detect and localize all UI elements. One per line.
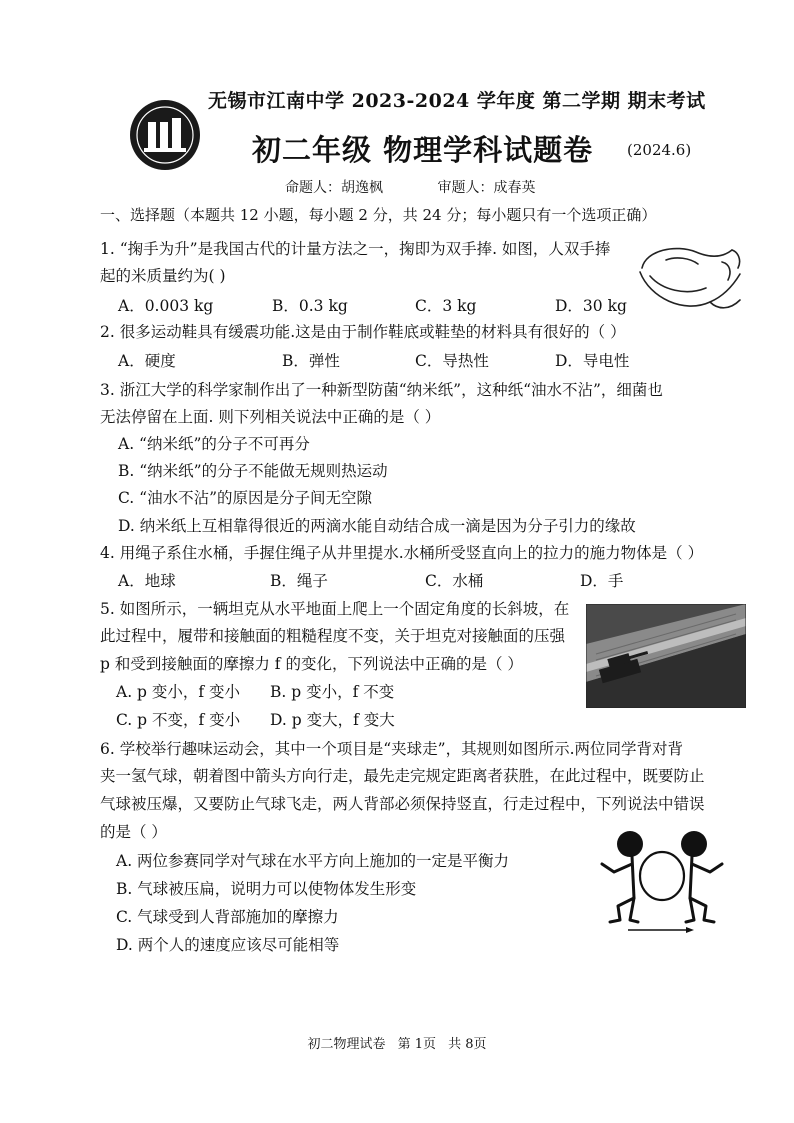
- option-b: B. p 变小，f 不变: [270, 683, 395, 701]
- option-c: C．3 kg: [415, 297, 477, 315]
- question-line: 无法停留在上面. 则下列相关说法中正确的是（ ）: [100, 408, 441, 426]
- footer-subject: 初二物理试卷: [307, 1037, 386, 1052]
- cupped-hands-figure: [636, 238, 746, 318]
- page-footer: [0, 1033, 794, 1052]
- option-b: B. “纳米纸”的分子不能做无规则热运动: [118, 462, 388, 480]
- option-a: A．地球: [118, 572, 176, 590]
- paper-date: (2024.6): [627, 141, 692, 159]
- question-line: 此过程中，履带和接触面的粗糙程度不变，关于坦克对接触面的压强: [100, 627, 566, 645]
- question-line: 5. 如图所示，一辆坦克从水平地面上爬上一个固定角度的长斜坡，在: [100, 600, 570, 618]
- question-line: 2. 很多运动鞋具有缓震功能.这是由于制作鞋底或鞋垫的材料具有很好的（ ）: [100, 323, 626, 341]
- option-b: B．0.3 kg: [272, 297, 348, 315]
- option-c: C．导热性: [415, 352, 489, 370]
- question-line: 1. “掬手为升”是我国古代的计量方法之一，掬即为双手捧. 如图，人双手捧: [100, 240, 611, 258]
- tank-on-slope-photo: [586, 604, 746, 708]
- author: 命题人：胡逸枫: [285, 180, 383, 196]
- question-line: 4. 用绳子系住水桶，手握住绳子从井里提水.水桶所受竖直向上的拉力的施力物体是（ ）: [100, 544, 704, 562]
- option-b: B．绳子: [270, 572, 328, 590]
- school-logo: [128, 98, 202, 172]
- question-line: 3. 浙江大学的科学家制作出了一种新型防菌“纳米纸”，这种纸“油水不沾”，细菌也: [100, 381, 663, 399]
- authors-line: [285, 177, 585, 197]
- question-line: p 和受到接触面的摩擦力 f 的变化，下列说法中正确的是（ ）: [100, 655, 523, 673]
- school-exam-line: 无锡市江南中学 2023-2024 学年度 第二学期 期末考试: [208, 90, 706, 112]
- option-d: D．手: [580, 572, 624, 590]
- option-c: C．水桶: [425, 572, 484, 590]
- reviewer: 审题人：成春英: [437, 180, 536, 196]
- option-c: C. “油水不沾”的原因是分子间无空隙: [118, 489, 373, 507]
- option-a: A. p 变小，f 变小: [116, 683, 241, 701]
- option-d: D．30 kg: [555, 297, 627, 315]
- question-line: 起的米质量约为( ): [100, 267, 226, 285]
- option-d: D. p 变大，f 变大: [270, 711, 395, 729]
- question-line: 夹一氢气球，朝着图中箭头方向行走，最先走完规定距离者获胜，在此过程中，既要防止: [100, 767, 705, 785]
- footer-page: 第 1页: [397, 1037, 436, 1052]
- option-c: C. p 不变，f 变小: [116, 711, 241, 729]
- option-a: A．硬度: [118, 352, 176, 370]
- option-d: D. 纳米纸上互相靠得很近的两滴水能自动结合成一滴是因为分子引力的缘故: [118, 517, 636, 535]
- option-b: B．弹性: [282, 352, 340, 370]
- option-d: D．导电性: [555, 352, 630, 370]
- question-line: 的是（ ）: [100, 823, 167, 841]
- footer-total: 共 8页: [448, 1037, 487, 1052]
- option-a: A. “纳米纸”的分子不可再分: [118, 435, 310, 453]
- option-c: C. 气球受到人背部施加的摩擦力: [116, 908, 339, 926]
- section-heading: 一、选择题（本题共 12 小题，每小题 2 分，共 24 分；每小题只有一个选项正确）: [100, 206, 657, 224]
- question-line: 气球被压爆，又要防止气球飞走，两人背部必须保持竖直，行走过程中，下列说法中错误: [100, 795, 705, 813]
- balloon-carry-figure: [594, 828, 730, 938]
- paper-title: 初二年级 物理学科试题卷: [252, 133, 594, 167]
- option-a: A. 两位参赛同学对气球在水平方向上施加的一定是平衡力: [116, 852, 510, 870]
- question-line: 6. 学校举行趣味运动会，其中一个项目是“夹球走”，其规则如图所示.两位同学背对背: [100, 740, 683, 758]
- option-d: D. 两个人的速度应该尽可能相等: [116, 936, 340, 954]
- option-b: B. 气球被压扁，说明力可以使物体发生形变: [116, 880, 417, 898]
- option-a: A．0.003 kg: [118, 297, 214, 315]
